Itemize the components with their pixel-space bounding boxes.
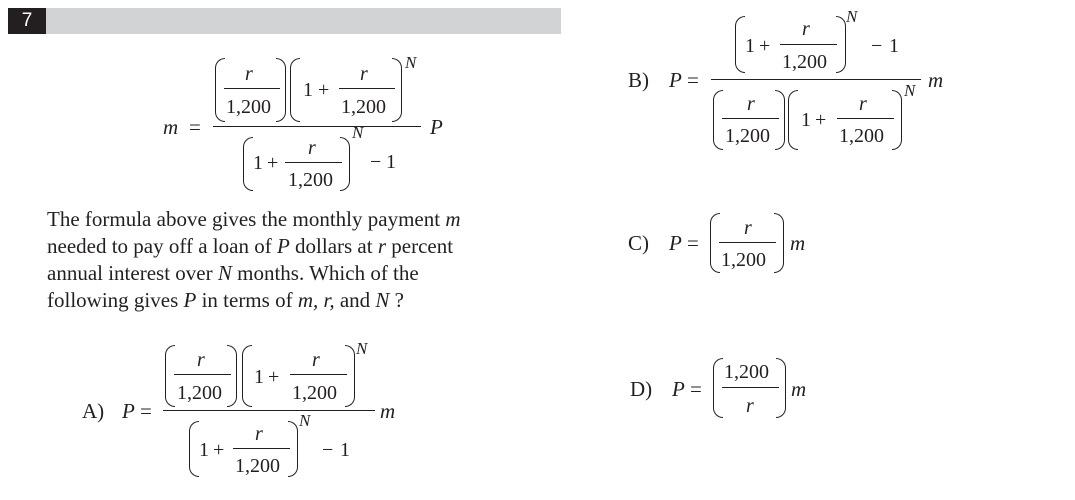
question-header-bar xyxy=(8,8,561,34)
fraction-bar xyxy=(722,118,779,119)
fraction-bar xyxy=(722,387,779,388)
paren-left xyxy=(215,58,225,122)
paren-right xyxy=(776,358,786,418)
paren-left xyxy=(243,137,253,191)
paren-left xyxy=(713,90,723,150)
paren-right xyxy=(774,213,784,273)
fraction-bar xyxy=(224,88,280,89)
choice-label: C) xyxy=(628,231,649,255)
paren-right xyxy=(276,58,286,122)
paren-right xyxy=(340,137,350,191)
main-fraction-bar xyxy=(213,126,421,127)
fraction-bar xyxy=(285,162,342,163)
fraction-bar xyxy=(290,374,347,375)
paren-left xyxy=(788,90,798,150)
choice-label: B) xyxy=(628,68,649,92)
paren-left xyxy=(735,16,745,73)
stem-line: following gives P in terms of m, r, and N ? xyxy=(47,288,404,312)
paren-right xyxy=(288,421,298,477)
paren-left xyxy=(290,58,300,122)
stem-line: annual interest over N months. Which of the xyxy=(47,261,419,285)
stem-line: The formula above gives the monthly payment m xyxy=(47,207,461,231)
main-fraction-bar xyxy=(163,410,375,411)
fraction-bar xyxy=(339,88,395,89)
paren-right xyxy=(345,345,355,407)
fraction-bar xyxy=(837,118,894,119)
paren-right xyxy=(392,58,402,122)
paren-right xyxy=(836,16,846,73)
paren-right xyxy=(227,345,237,407)
choice-label: D) xyxy=(630,377,653,401)
paren-left xyxy=(242,345,252,407)
fraction-bar xyxy=(780,44,837,45)
choice-label: A) xyxy=(82,399,105,423)
paren-right xyxy=(775,90,785,150)
paren-right xyxy=(892,90,902,150)
fraction-bar xyxy=(233,448,290,449)
fraction-bar xyxy=(174,374,231,375)
stem-line: needed to pay off a loan of P dollars at r percent xyxy=(47,234,454,258)
question-stem xyxy=(47,206,461,314)
fraction-bar xyxy=(719,242,776,243)
paren-left xyxy=(189,421,199,477)
question-number: 7 xyxy=(8,8,46,34)
paren-left xyxy=(165,345,175,407)
main-fraction-bar xyxy=(711,79,921,80)
